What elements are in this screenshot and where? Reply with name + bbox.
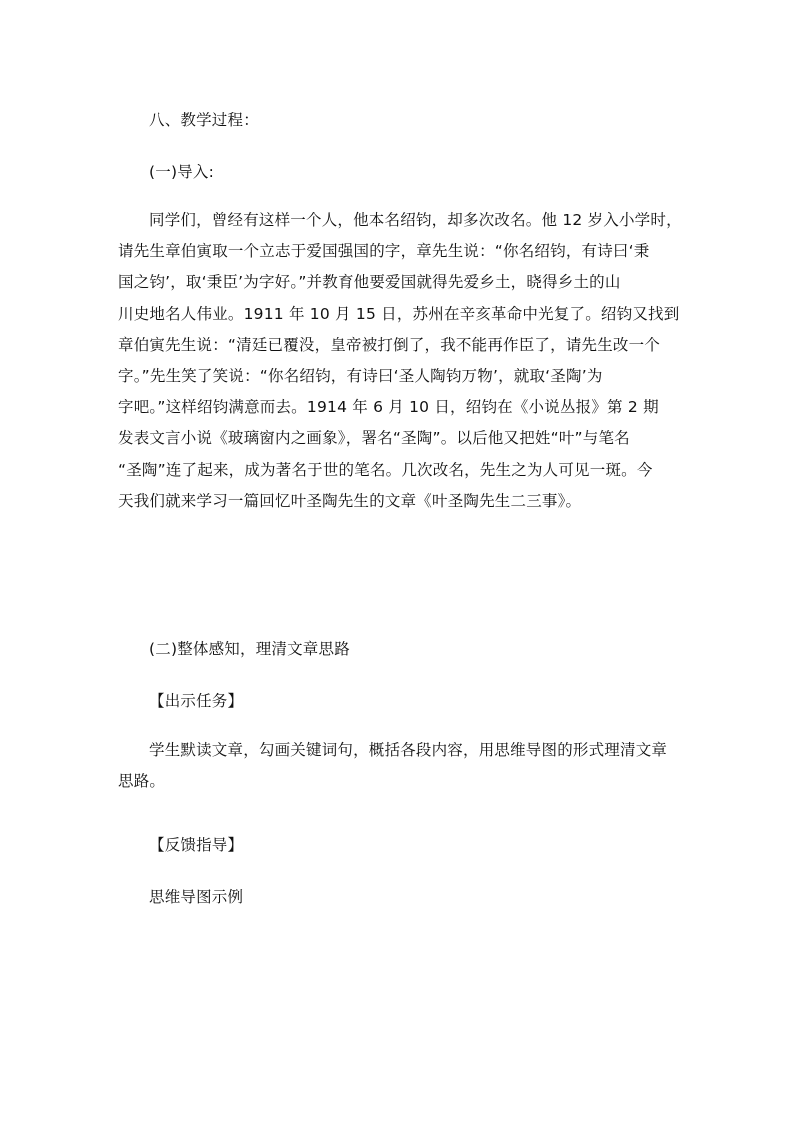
feedback-label: 【反馈指导】: [149, 836, 244, 854]
intro-paragraph: [118, 205, 680, 517]
intro-line: 章伯寅先生说：“清廷已覆没，皇帝被打倒了，我不能再作臣了，请先生改一个: [118, 335, 661, 354]
intro-line: 发表文言小说《玻璃窗内之画象》，署名“圣陶”。以后他又把姓“叶”与笔名: [118, 429, 630, 448]
subsection-overview-heading: (二)整体感知，理清文章思路: [149, 640, 350, 658]
intro-line: 请先生章伯寅取一个立志于爱国强国的字，章先生说：“你名绍钧，有诗曰‘秉: [118, 242, 650, 261]
section-heading: 八、教学过程：: [149, 111, 259, 129]
task-line: 思路。: [118, 772, 166, 791]
intro-line: 同学们，曾经有这样一个人，他本名绍钧，却多次改名。他 12 岁入小学时，: [149, 211, 682, 229]
subsection-intro-heading: (一)导入:: [149, 163, 215, 181]
task-label: 【出示任务】: [149, 692, 244, 710]
task-paragraph: [118, 735, 680, 797]
intro-line: 字。”先生笑了笑说：“你名绍钧，有诗曰‘圣人陶钧万物’，就取‘圣陶’为: [118, 367, 603, 386]
intro-line: “圣陶”连了起来，成为著名于世的笔名。几次改名，先生之为人可见一斑。今: [118, 460, 653, 479]
task-line: 学生默读文章，勾画关键词句，概括各段内容，用思维导图的形式理清文章: [149, 741, 668, 759]
mindmap-caption: 思维导图示例: [149, 888, 244, 906]
intro-line: 国之钧’，取‘秉臣’为字好。”并教育他要爱国就得先爱乡土，晓得乡土的山: [118, 273, 621, 292]
intro-line: 字吧。”这样绍钧满意而去。1914 年 6 月 10 日，绍钧在《小说丛报》第 2 期: [118, 398, 659, 417]
intro-line: 天我们就来学习一篇回忆叶圣陶先生的文章《叶圣陶先生二三事》。: [118, 491, 582, 510]
intro-line: 川史地名人伟业。1911 年 10 月 15 日，苏州在辛亥革命中光复了。绍钧又找到: [118, 304, 680, 323]
